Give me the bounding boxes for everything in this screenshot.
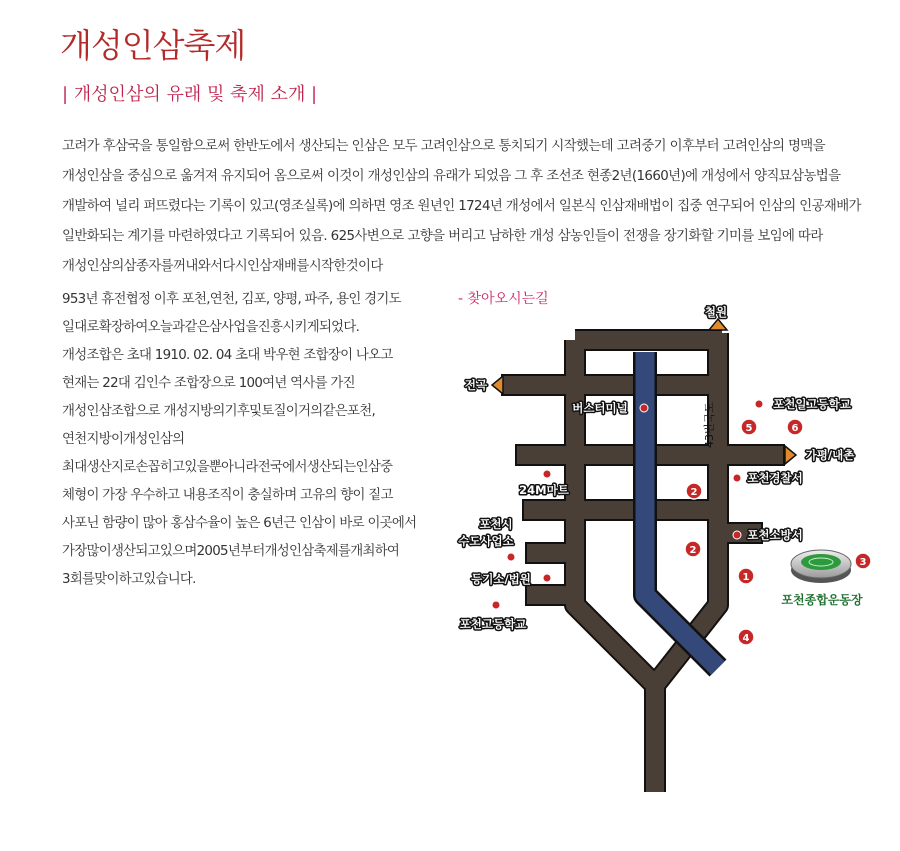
dot-water-office xyxy=(507,553,515,561)
dot-pocheon-high xyxy=(492,601,500,609)
label-jeongok: 전곡 xyxy=(464,378,488,392)
label-pocheon-il-high: 포천일고등학교 xyxy=(773,397,851,411)
marker-2b xyxy=(685,541,701,557)
history-column xyxy=(62,286,430,594)
svg-text:1: 1 xyxy=(742,572,750,583)
marker-1 xyxy=(738,568,754,584)
svg-text:5: 5 xyxy=(745,423,753,434)
svg-text:3: 3 xyxy=(859,557,867,568)
label-route-43: 43번국도 xyxy=(703,402,716,448)
arrow-west-icon xyxy=(492,376,503,394)
history-paragraph-1: 953년 휴전협정 이후 포천,연천, 김포, 양평, 파주, 용인 경기도 일대로확장하여오늘과같은삼사업을진흥시키게되었다. xyxy=(62,292,401,335)
intro-paragraph: 고려가 후삼국을 통일함으로써 한반도에서 생산되는 인삼은 모두 고려인삼으로 통치되기 시작했는데 고려중기 이후부터 고려인삼의 명맥을 개성인삼을 중심으로 옮겨져 유지되어 옴으로써 이것이 개성인삼의 유래가 되었음 그 후 조선조 현종2년(1660년)에 개성에서 양직묘삼농법을 개발하여 널리 퍼뜨렸다는 기록이 있고(영조실록)에 의하면 영조 원년인 1724년 개성에서 일본식 인삼재배법이 집중 연구되어 인삼의 인공재배가 일반화되는 계기를 마련하였다고 기록되어 있음. 625사변으로 고향을 버리고 남하한 개성 삼농인들이 전쟁을 장기화할 기미를 보임에 따라 개성인삼의삼종자를꺼내와서다시인삼재배를시작한것이다 xyxy=(62,139,861,274)
marker-3 xyxy=(855,553,871,569)
directions-heading: - 찾아오시는길 xyxy=(458,291,549,307)
history-paragraph-2: 개성조합은 초대 1910. 02. 04 초대 박우현 조합장이 나오고 현재는 22대 김인수 조합장으로 100여년 역사를 가진 개성인삼조합으로 개성지방의기후및토질이거의같은포천,연천지방이개성인삼의 최대생산지로손꼽히고있을뿐아니라전국에서생산되는인삼중 체형이 가장 우수하고 내용조직이 충실하며 고유의 향이 짙고 사포닌 함량이 많아 홍삼수율이 높은 6년근 인삼이 바로 이곳에서 가장많이생산되고있으며2005년부터개성인삼축제를개최하여 3회를맞이하고있습니다. xyxy=(62,348,417,587)
label-stadium: 포천종합운동장 xyxy=(781,593,863,607)
dot-bus-terminal xyxy=(640,404,648,412)
dot-fire-station xyxy=(733,531,741,539)
place-labels xyxy=(458,305,863,631)
svg-text:2: 2 xyxy=(689,545,697,556)
label-registry-court: 등기소/법원 xyxy=(471,572,531,586)
label-gapyeong: 가평/내촌 xyxy=(805,448,855,462)
page-subtitle: | 개성인삼의 유래 및 축제 소개 | xyxy=(62,84,318,105)
arrow-north-icon xyxy=(709,319,727,330)
label-cheorwon: 철원 xyxy=(704,305,728,319)
marker-4 xyxy=(738,629,754,645)
label-police: 포천경찰서 xyxy=(747,471,803,485)
dot-mart xyxy=(543,470,551,478)
stadium-icon xyxy=(791,550,851,583)
dot-registry xyxy=(543,574,551,582)
marker-6 xyxy=(787,419,803,435)
dot-police xyxy=(733,474,741,482)
label-water-office-2: 수도사업소 xyxy=(458,534,514,548)
directions-map xyxy=(448,296,880,806)
page-title: 개성인삼축제 xyxy=(60,26,246,65)
dot-pocheon-il-high xyxy=(755,400,763,408)
svg-text:4: 4 xyxy=(742,633,750,644)
label-mart: 24M마트 xyxy=(519,483,569,497)
svg-text:2: 2 xyxy=(690,487,698,498)
label-bus-terminal: 버스터미널 xyxy=(572,401,628,415)
label-fire-station: 포천소방서 xyxy=(747,528,803,542)
marker-2a xyxy=(686,483,702,499)
label-water-office-1: 포천시 xyxy=(479,517,513,531)
marker-5 xyxy=(741,419,757,435)
svg-text:6: 6 xyxy=(791,423,799,434)
arrow-east-icon xyxy=(785,446,796,464)
label-pocheon-high: 포천고등학교 xyxy=(459,617,527,631)
